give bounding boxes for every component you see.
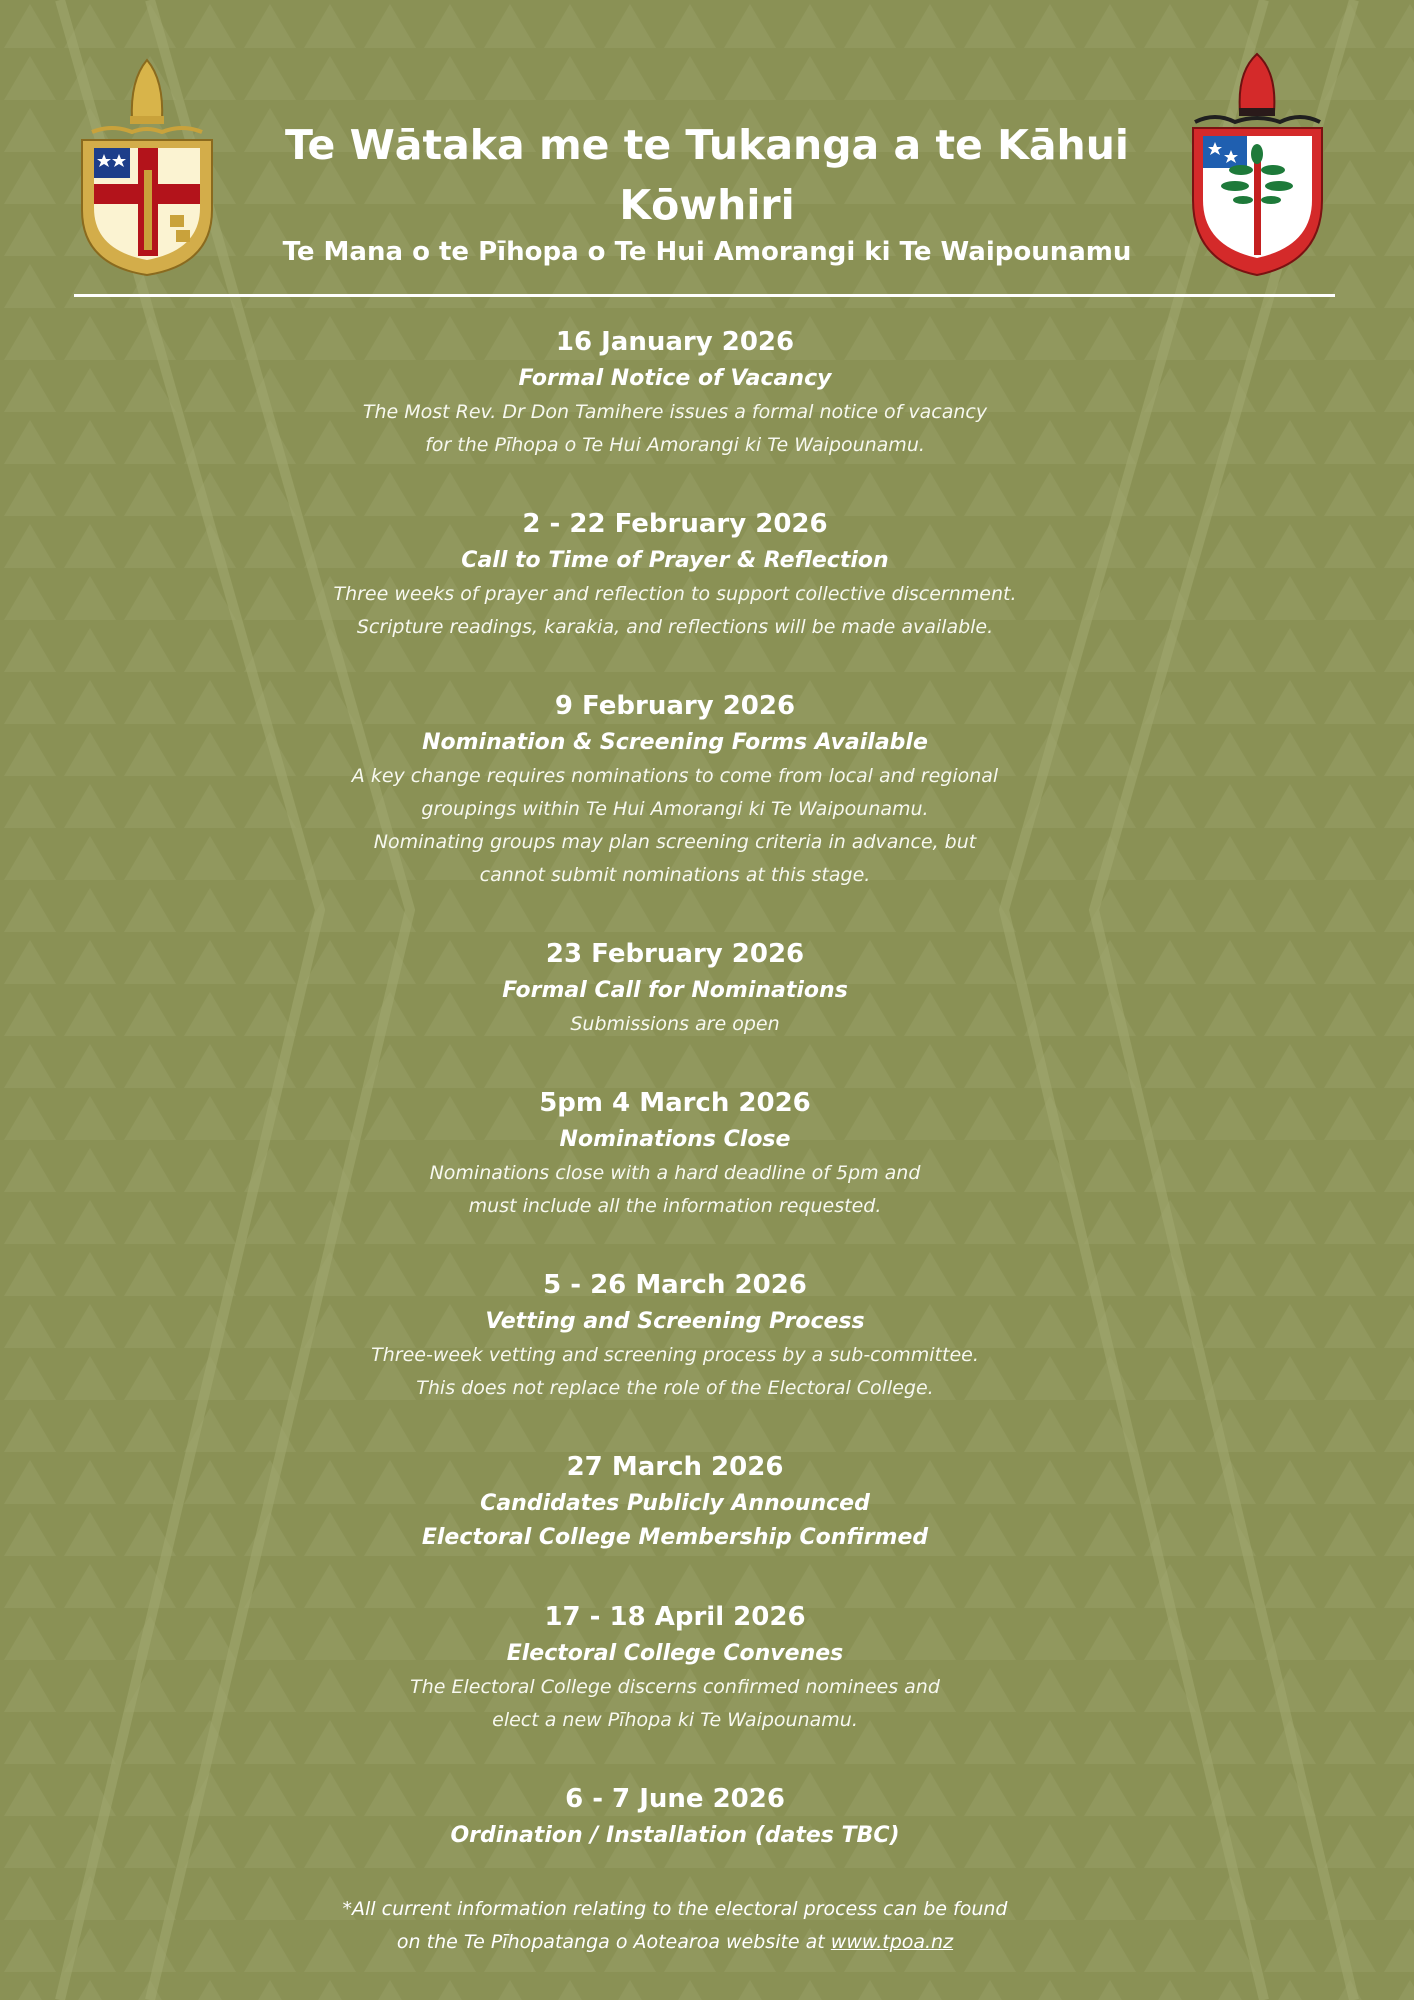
timeline-event: [200, 1447, 1150, 1555]
event-title: Nomination & Screening Forms Available: [422, 730, 928, 755]
event-description-line: for the Pīhopa o Te Hui Amorangi ki Te Waipounamu.: [425, 434, 925, 456]
timeline-event: [200, 322, 1150, 462]
event-date: 5 - 26 March 2026: [543, 1270, 807, 1300]
event-description-line: Three weeks of prayer and reflection to support collective discernment.: [333, 583, 1017, 605]
event-date: 27 March 2026: [566, 1452, 784, 1482]
event-title: Ordination / Installation (dates TBC): [450, 1823, 900, 1848]
event-date: 17 - 18 April 2026: [544, 1602, 806, 1632]
event-description-line: A key change requires nominations to come from local and regional: [351, 765, 999, 787]
timeline-event: [200, 1779, 1150, 1853]
event-description-line: Scripture readings, karakia, and reflections will be made available.: [356, 616, 994, 638]
footnote-line-2-text: on the Te Pīhopatanga o Aotearoa website at: [396, 1931, 831, 1953]
event-title: Electoral College Membership Confirmed: [421, 1525, 929, 1550]
event-title: Formal Call for Nominations: [502, 978, 848, 1003]
event-description-line: elect a new Pīhopa ki Te Waipounamu.: [492, 1709, 858, 1731]
diocese-coat-of-arms-icon: [72, 50, 222, 280]
timeline-event: [200, 504, 1150, 644]
event-description-line: groupings within Te Hui Amorangi ki Te Waipounamu.: [421, 798, 929, 820]
event-title: Call to Time of Prayer & Reflection: [461, 548, 889, 573]
event-title: Vetting and Screening Process: [485, 1309, 865, 1334]
footnote: [200, 1893, 1150, 1959]
event-date: 16 January 2026: [555, 327, 795, 357]
event-description-line: This does not replace the role of the Electoral College.: [416, 1377, 934, 1399]
timeline: [200, 322, 1150, 1895]
event-description-line: The Most Rev. Dr Don Tamihere issues a formal notice of vacancy: [362, 401, 988, 423]
event-description-line: must include all the information requested.: [468, 1195, 882, 1217]
timeline-event: [200, 934, 1150, 1041]
event-title: Formal Notice of Vacancy: [518, 366, 832, 391]
footnote-line-1: *All current information relating to the electoral process can be found: [342, 1898, 1008, 1920]
event-date: 5pm 4 March 2026: [539, 1088, 811, 1118]
page-subtitle: Te Mana o te Pīhopa o Te Hui Amorangi ki Te Waipounamu: [282, 237, 1132, 267]
event-description-line: Nominations close with a hard deadline of 5pm and: [429, 1162, 921, 1184]
timeline-event: [200, 1083, 1150, 1223]
event-title: Candidates Publicly Announced: [480, 1491, 870, 1516]
event-description-line: The Electoral College discerns confirmed nominees and: [410, 1676, 940, 1698]
event-date: 9 February 2026: [554, 691, 796, 721]
event-date: 2 - 22 February 2026: [522, 509, 828, 539]
event-description-line: cannot submit nominations at this stage.: [479, 864, 871, 886]
event-description-line: Submissions are open: [570, 1013, 780, 1035]
timeline-event: [200, 686, 1150, 892]
event-title: Nominations Close: [559, 1127, 791, 1152]
page-title: Te Wātaka me te Tukanga a te Kāhui Kōwhiri: [284, 121, 1129, 229]
event-date: 23 February 2026: [545, 939, 805, 969]
page-header: [230, 115, 1184, 269]
hui-amorangi-coat-of-arms-icon: [1185, 50, 1330, 280]
timeline-event: [200, 1265, 1150, 1405]
event-date: 6 - 7 June 2026: [565, 1784, 785, 1814]
event-title: Electoral College Convenes: [506, 1641, 844, 1666]
event-description-line: Nominating groups may plan screening criteria in advance, but: [373, 831, 977, 853]
footnote-line-2: [200, 1926, 1150, 1959]
header-divider: [74, 294, 1335, 297]
event-description-line: Three-week vetting and screening process by a sub-committee.: [371, 1344, 979, 1366]
timeline-event: [200, 1597, 1150, 1737]
website-link[interactable]: www.tpoa.nz: [830, 1931, 954, 1953]
